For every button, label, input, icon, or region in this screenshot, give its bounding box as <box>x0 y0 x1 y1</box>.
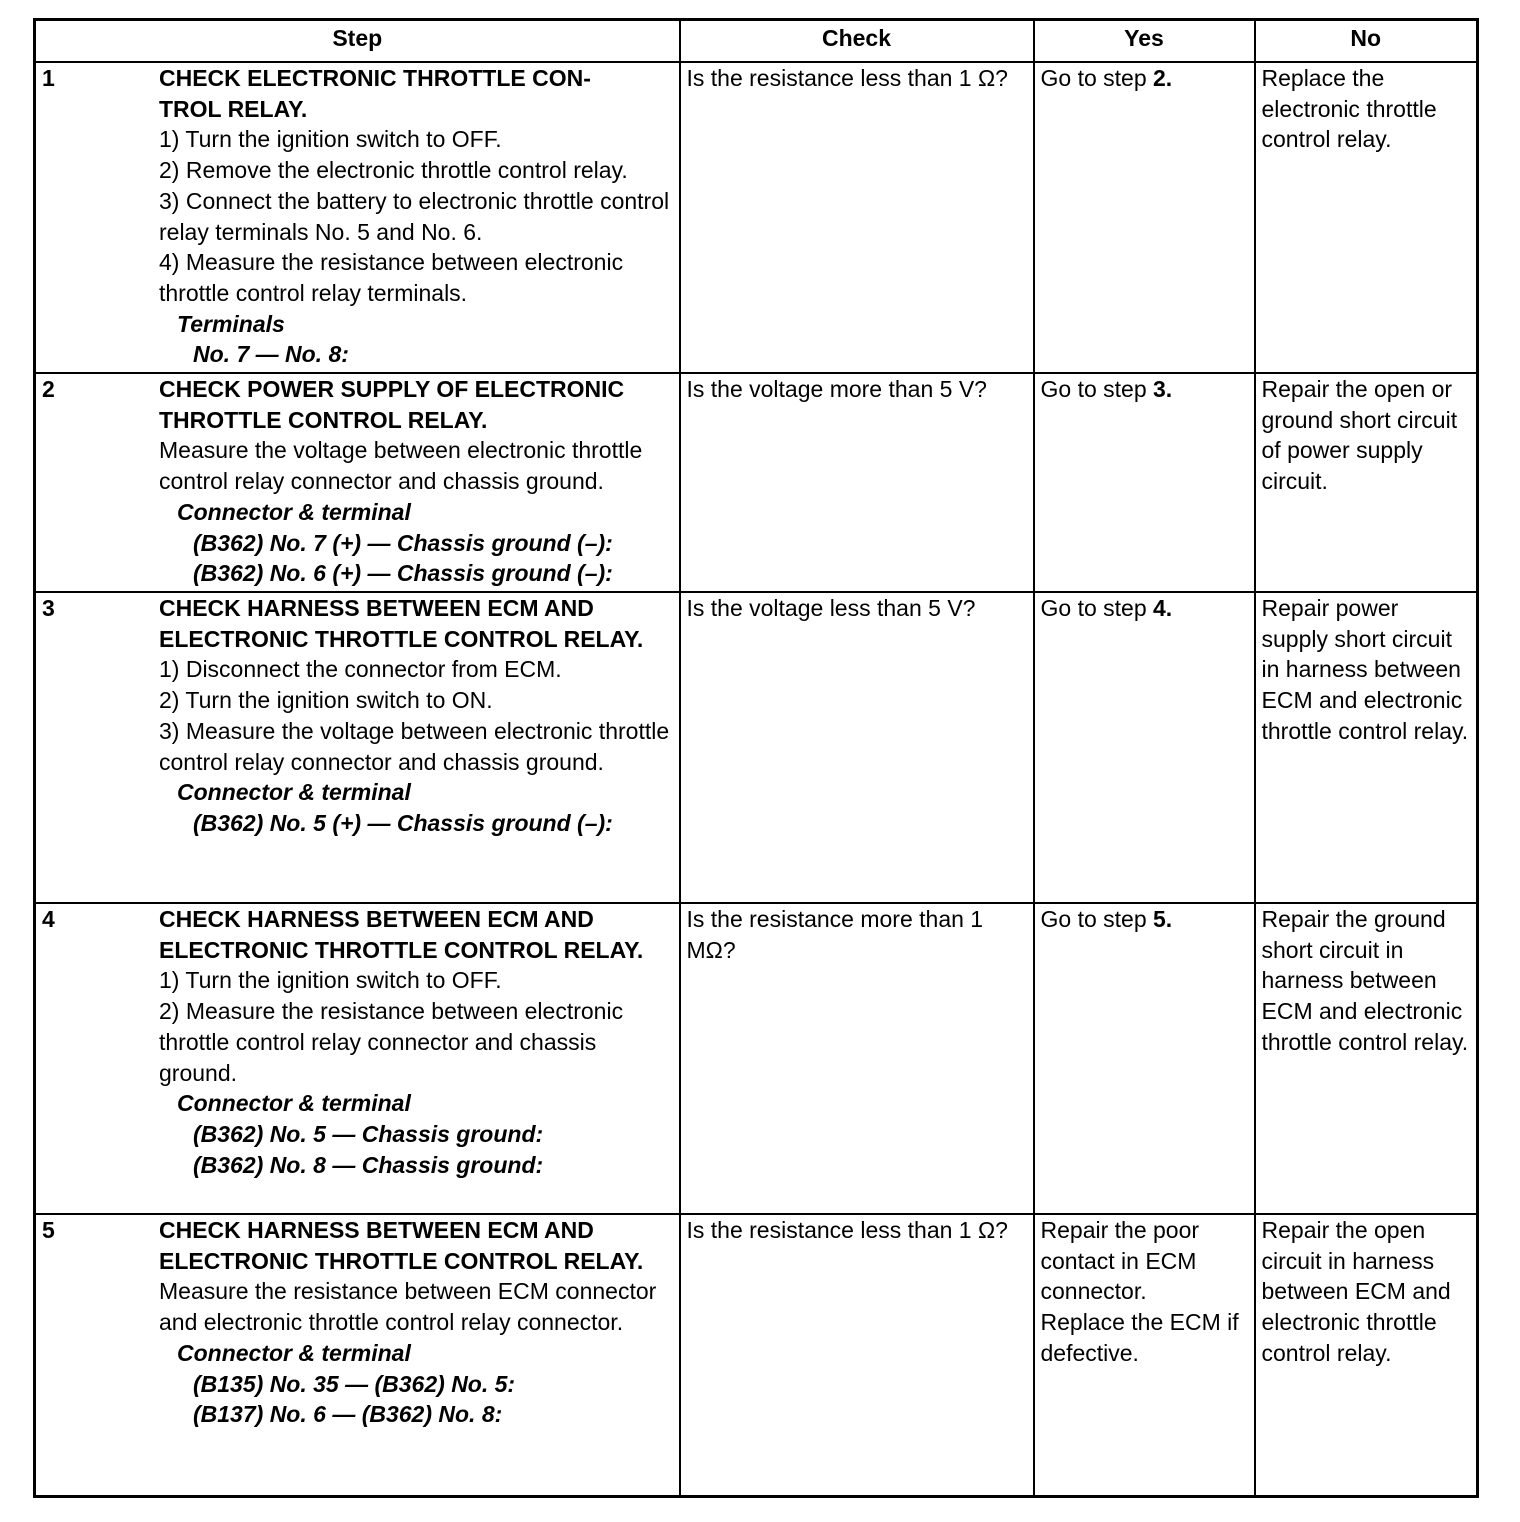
yes-step-ref: 4. <box>1153 595 1173 621</box>
step-number: 5 <box>42 1217 55 1243</box>
header-no: No <box>1255 20 1478 63</box>
yes-cell <box>1034 62 1255 373</box>
step-body <box>159 374 673 589</box>
no-cell: Repair the open or ground short circuit of power supply circuit. <box>1255 373 1478 592</box>
table-row <box>35 903 1478 1214</box>
yes-step-ref: 3. <box>1153 376 1173 402</box>
check-cell: Is the resistance less than 1 Ω? <box>680 1214 1034 1496</box>
yes-cell <box>1034 592 1255 903</box>
spec-item: (B362) No. 5 — Chassis ground: <box>193 1120 544 1147</box>
spec-item: (B362) No. 8 — Chassis ground: <box>193 1151 544 1178</box>
step-number: 2 <box>42 376 55 402</box>
spec-item: (B362) No. 5 (+) — Chassis ground (–): <box>193 809 613 836</box>
procedure-line: Measure the voltage between electronic throttle control relay connector and chassis ground. <box>159 437 643 495</box>
check-cell: Is the voltage more than 5 V? <box>680 373 1034 592</box>
procedure-line: 4) Measure the resistance between electronic throttle control relay terminals. <box>159 249 624 306</box>
procedure-line: 1) Turn the ignition switch to OFF. <box>159 967 502 994</box>
table-row <box>35 373 1478 592</box>
step-number: 1 <box>42 65 55 91</box>
yes-text: Go to step <box>1040 376 1154 402</box>
procedure-line: 2) Turn the ignition switch to ON. <box>159 687 493 714</box>
spec-item: No. 7 — No. 8: <box>193 341 349 368</box>
step-body <box>159 593 673 839</box>
procedure-line: 1) Disconnect the connector from ECM. <box>159 656 562 683</box>
no-cell: Replace the electronic throttle control relay. <box>1255 62 1478 373</box>
procedure-line: 2) Remove the electronic throttle control relay. <box>159 157 628 184</box>
yes-cell <box>1034 1214 1255 1496</box>
table-row <box>35 1214 1478 1496</box>
step-cell <box>35 592 680 903</box>
step-number: 3 <box>42 595 55 621</box>
yes-cell <box>1034 903 1255 1214</box>
table-row <box>35 592 1478 903</box>
step-body <box>159 904 673 1180</box>
spec-item: (B362) No. 6 (+) — Chassis ground (–): <box>193 560 613 587</box>
yes-step-ref: 2. <box>1153 65 1173 91</box>
spec-item: (B135) No. 35 — (B362) No. 5: <box>193 1370 516 1397</box>
yes-text: Repair the poor contact in ECM connector. Replace the ECM if defective. <box>1040 1217 1239 1366</box>
spec-item: (B137) No. 6 — (B362) No. 8: <box>193 1401 503 1428</box>
step-cell <box>35 903 680 1214</box>
spec-item: (B362) No. 7 (+) — Chassis ground (–): <box>193 529 613 556</box>
yes-step-ref: 5. <box>1153 906 1173 932</box>
spec-label: Connector & terminal <box>177 1339 411 1366</box>
check-cell: Is the resistance more than 1 MΩ? <box>680 903 1034 1214</box>
check-cell: Is the voltage less than 5 V? <box>680 592 1034 903</box>
step-body <box>159 63 673 370</box>
spec-label: Connector & terminal <box>177 779 411 806</box>
step-title: CHECK ELECTRONIC THROTTLE CON- TROL RELAY. <box>159 65 591 122</box>
header-check: Check <box>680 20 1034 63</box>
step-title: CHECK HARNESS BETWEEN ECM AND ELECTRONIC THROTTLE CONTROL RELAY. <box>159 595 644 652</box>
procedure-line: Measure the resistance between ECM connector and electronic throttle control relay connector. <box>159 1278 657 1336</box>
step-title: CHECK HARNESS BETWEEN ECM AND ELECTRONIC THROTTLE CONTROL RELAY. <box>159 1217 644 1274</box>
step-title: CHECK POWER SUPPLY OF ELECTRONIC THROTTLE CONTROL RELAY. <box>159 376 625 433</box>
step-number: 4 <box>42 906 55 932</box>
yes-text: Go to step <box>1040 595 1154 621</box>
spec-label: Connector & terminal <box>177 498 411 525</box>
step-cell <box>35 373 680 592</box>
step-cell <box>35 1214 680 1496</box>
yes-text: Go to step <box>1040 65 1154 91</box>
no-cell: Repair power supply short circuit in harness between ECM and electronic throttle control relay. <box>1255 592 1478 903</box>
header-step: Step <box>35 20 680 63</box>
no-cell: Repair the open circuit in harness between ECM and electronic throttle control relay. <box>1255 1214 1478 1496</box>
diagnostic-table <box>33 18 1479 1498</box>
header-yes: Yes <box>1034 20 1255 63</box>
yes-cell <box>1034 373 1255 592</box>
step-cell <box>35 62 680 373</box>
header-row <box>35 20 1478 63</box>
procedure-line: 2) Measure the resistance between electronic throttle control relay connector and chassis ground. <box>159 998 624 1086</box>
step-title: CHECK HARNESS BETWEEN ECM AND ELECTRONIC THROTTLE CONTROL RELAY. <box>159 906 644 963</box>
procedure-line: 3) Connect the battery to electronic throttle control relay terminals No. 5 and No. 6. <box>159 187 670 245</box>
step-body <box>159 1215 673 1430</box>
yes-text: Go to step <box>1040 906 1154 932</box>
no-cell: Repair the ground short circuit in harness between ECM and electronic throttle control relay. <box>1255 903 1478 1214</box>
procedure-line: 3) Measure the voltage between electronic throttle control relay connector and chassis ground. <box>159 717 670 775</box>
procedure-line: 1) Turn the ignition switch to OFF. <box>159 126 502 153</box>
spec-label: Connector & terminal <box>177 1090 411 1117</box>
spec-label: Terminals <box>177 310 285 337</box>
check-cell: Is the resistance less than 1 Ω? <box>680 62 1034 373</box>
table-row <box>35 62 1478 373</box>
